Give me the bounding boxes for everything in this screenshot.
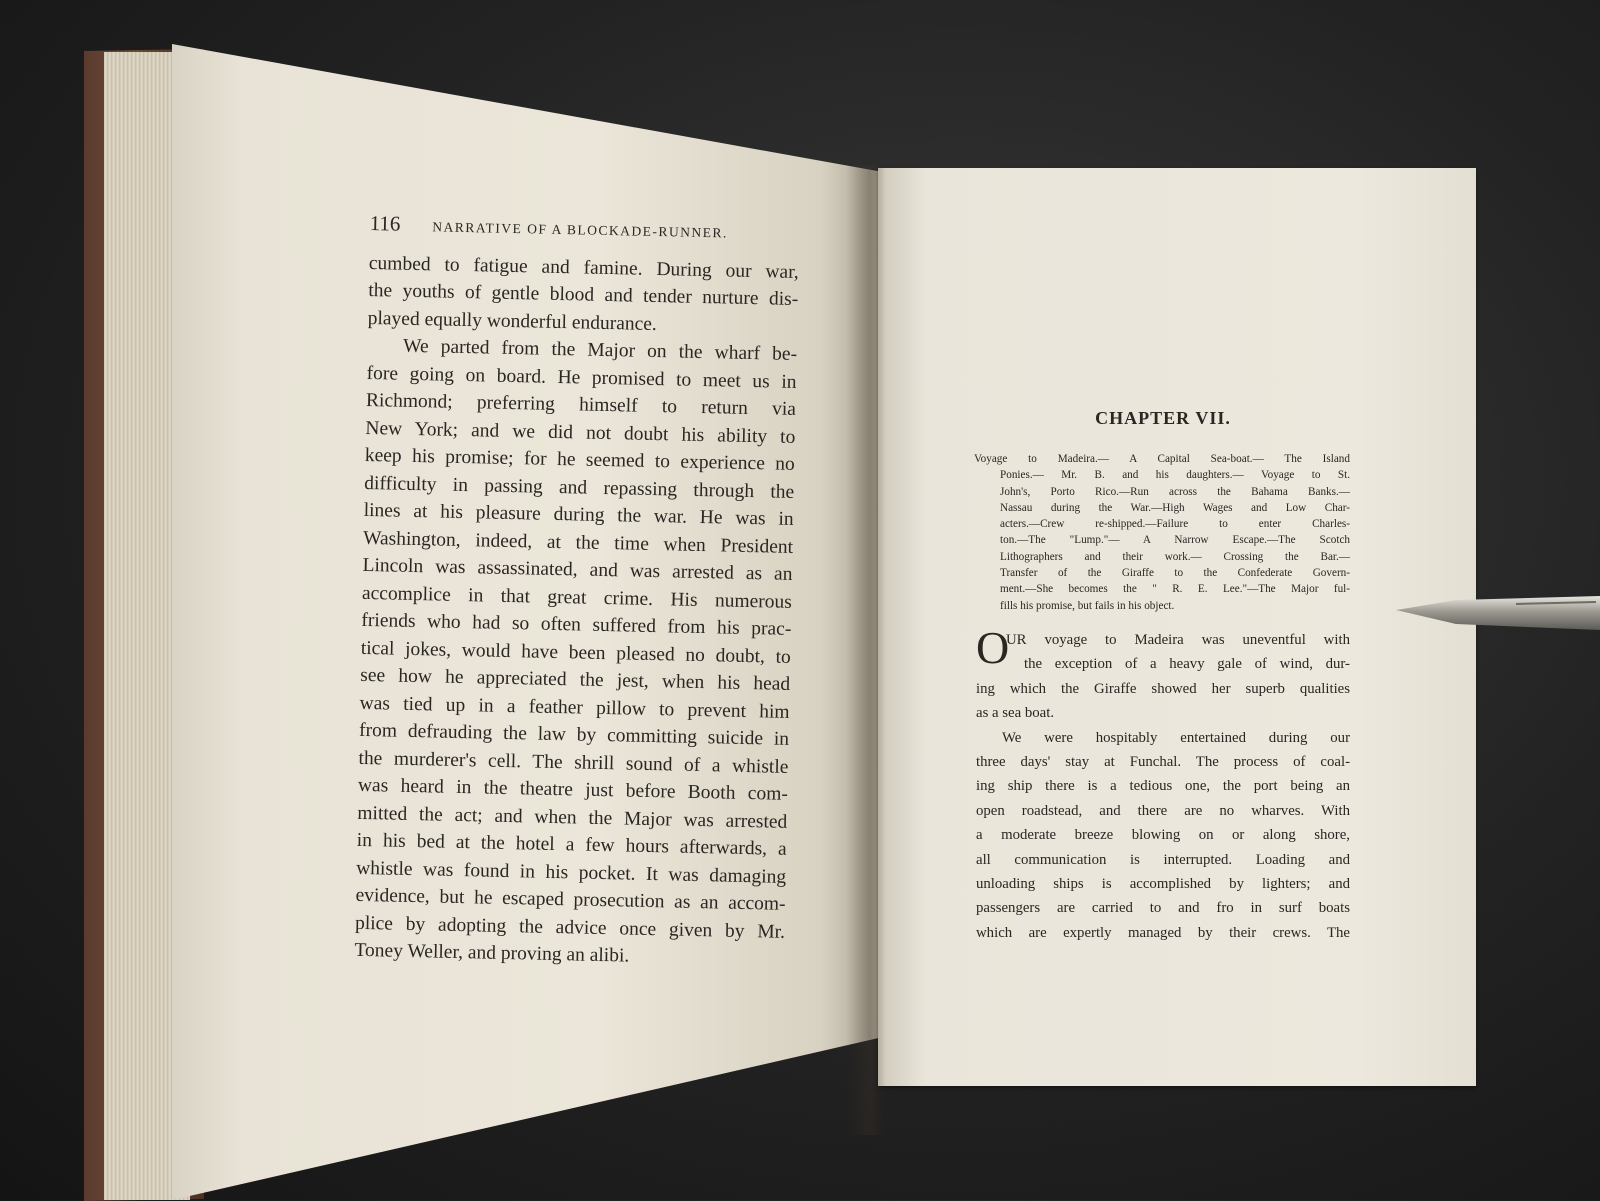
text-line: difficulty in passing and repassing through the <box>364 472 795 503</box>
synopsis-line: Transfer of the Giraffe to the Confederate Govern- <box>1000 567 1350 580</box>
text-line: the youths of gentle blood and tender nurture dis- <box>368 279 799 310</box>
opening-paragraph <box>976 621 1350 726</box>
chapter-body <box>976 621 1350 945</box>
body-line: which are expertly managed by their crews. The <box>976 924 1350 941</box>
body-line: We were hospitably entertained during our <box>1002 729 1350 746</box>
synopsis-line: fills his promise, but fails in his object. <box>1000 599 1175 612</box>
text-line: from defrauding the law by committing suicide in <box>358 719 790 750</box>
text-line: Lincoln was assassinated, and was arrested as an <box>362 554 793 585</box>
body-line: open roadstead, and there are no wharves. With <box>976 802 1350 819</box>
text-line: New York; and we did not doubt his ability to <box>365 417 796 448</box>
text-line: lines at his pleasure during the war. He was in <box>363 499 794 530</box>
synopsis-line: ton.—The "Lump."— A Narrow Escape.—The Scotch <box>1000 534 1350 547</box>
synopsis-line: John's, Porto Rico.—Run across the Bahama Banks.— <box>1000 485 1350 498</box>
body-line: passengers are carried to and fro in surf boats <box>976 900 1350 917</box>
text-line: keep his promise; for he seemed to experience no <box>364 444 795 475</box>
body-line: as a sea boat. <box>976 705 1055 722</box>
body-line: ing ship there is a tedious one, the port being an <box>976 778 1350 795</box>
body-line: three days' stay at Funchal. The process of coal- <box>976 754 1350 770</box>
text-line: Toney Weller, and proving an alibi. <box>354 939 630 967</box>
text-line: was heard in the theatre just before Booth com- <box>357 774 789 805</box>
text-line: the murderer's cell. The shrill sound of a whistle <box>358 747 789 778</box>
text-line: evidence, but he escaped prosecution as an accom- <box>355 884 786 915</box>
text-line: was tied up in a feather pillow to prevent him <box>359 692 790 723</box>
synopsis-line: Ponies.— Mr. B. and his daughters.— Voyage to St. <box>1000 469 1350 482</box>
synopsis-line: Voyage to Madeira.— A Capital Sea-boat.— The Island <box>974 453 1350 465</box>
body-line: ing which the Giraffe showed her superb qualities <box>976 680 1350 697</box>
body-line: unloading ships is accomplished by lighters; and <box>976 876 1350 893</box>
text-line: plice by adopting the advice once given by Mr. <box>354 912 786 943</box>
chapter-title: CHAPTER VII. <box>1095 408 1231 428</box>
text-line: Washington, indeed, at the time when President <box>362 527 794 558</box>
gutter-shadow <box>846 165 886 1135</box>
body-line: a moderate breeze blowing on or along shore, <box>976 827 1350 844</box>
page-number: 116 <box>369 210 401 236</box>
text-line: mitted the act; and when the Major was arrested <box>357 802 788 833</box>
synopsis-line: acters.—Crew re-shipped.—Failure to enter Charles- <box>1000 518 1350 531</box>
synopsis-line: ment.—She becomes the " R. E. Lee."—The Major ful- <box>1000 583 1350 596</box>
text-line: fore going on board. He promised to meet us in <box>366 362 797 393</box>
left-page-text <box>354 210 800 973</box>
text-line: played equally wonderful endurance. <box>367 307 658 335</box>
letter-opener-icon <box>1396 594 1600 634</box>
text-line: friends who had so often suffered from his prac- <box>361 609 792 640</box>
text-line: in his bed at the hotel a few hours afterwards, a <box>356 829 787 860</box>
synopsis-line: Lithographers and their work.— Crossing the Bar.— <box>1000 550 1350 563</box>
running-head: NARRATIVE OF A BLOCKADE-RUNNER. <box>432 219 729 241</box>
text-line: Richmond; preferring himself to return via <box>365 389 797 420</box>
text-line: accomplice in that great crime. His numerous <box>361 582 793 613</box>
text-line: tical jokes, would have been pleased no doubt, to <box>360 637 791 668</box>
text-line: cumbed to fatigue and famine. During our war, <box>368 252 800 283</box>
chapter-synopsis <box>974 451 1350 614</box>
body-line: the exception of a heavy gale of wind, dur- <box>1024 656 1350 673</box>
synopsis-line: Nassau during the War.—High Wages and Low Char- <box>1000 501 1350 514</box>
drop-cap: O <box>976 621 1010 673</box>
text-line: whistle was found in his pocket. It was damaging <box>356 857 787 888</box>
body-line: UR voyage to Madeira was uneventful with <box>1006 631 1350 648</box>
right-page-text <box>976 408 1350 945</box>
body-line: all communication is interrupted. Loading and <box>976 851 1350 868</box>
text-line: We parted from the Major on the wharf be- <box>402 335 798 365</box>
text-line: see how he appreciated the jest, when his head <box>360 664 791 695</box>
